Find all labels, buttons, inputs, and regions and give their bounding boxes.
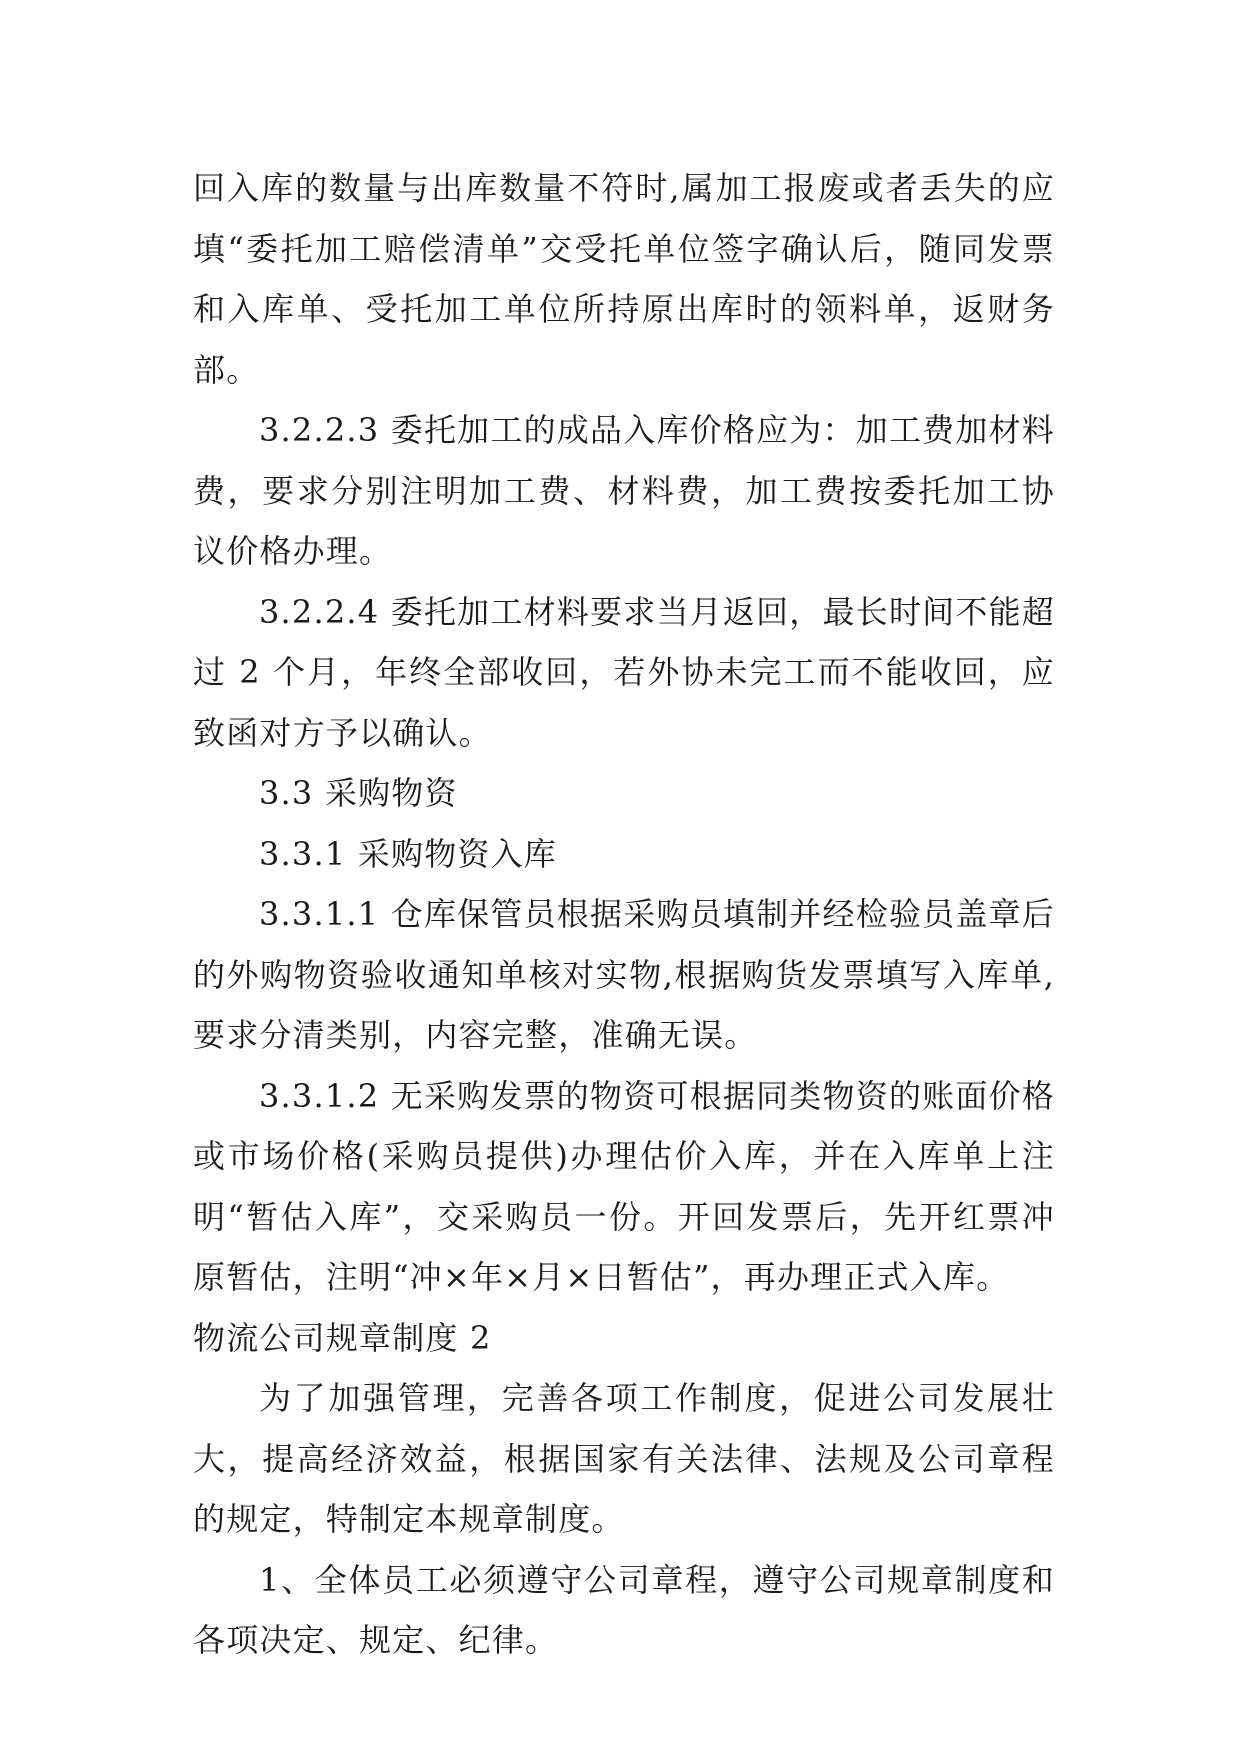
heading-3-3-1: 3.3.1 采购物资入库 — [259, 834, 557, 873]
paragraph-3-2-2-4: 3.2.2.4 委托加工材料要求当月返回，最长时间不能超过 2 个月，年终全部收回，若外协未完工而不能收回，应致函对方予以确认。 — [193, 592, 1055, 752]
section-title-regulations-2: 物流公司规章制度 2 — [193, 1318, 492, 1357]
paragraph-continued-return-to-warehouse: 回入库的数量与出库数量不符时,属加工报废或者丢失的应填“委托加工赔偿清单”交受托单位签字确认后，随同发票和入库单、受托加工单位所持原出库时的领料单，返财务部。 — [193, 169, 1055, 389]
paragraph-preamble: 为了加强管理，完善各项工作制度，促进公司发展壮大，提高经济效益，根据国家有关法律、法规及公司章程的规定，特制定本规章制度。 — [193, 1379, 1055, 1538]
document-body — [193, 158, 1055, 1671]
paragraph-3-2-2-3: 3.2.2.3 委托加工的成品入库价格应为：加工费加材料费，要求分别注明加工费、材料费，加工费按委托加工协议价格办理。 — [193, 411, 1055, 570]
paragraph-3-3-1-1: 3.3.1.1 仓库保管员根据采购员填制并经检验员盖章后的外购物资验收通知单核对实物,根据购货发票填写入库单,要求分清类别，内容完整，准确无误。 — [193, 895, 1055, 1054]
paragraph-3-3-1-2: 3.3.1.2 无采购发票的物资可根据同类物资的账面价格或市场价格(采购员提供)办理估价入库，并在入库单上注明“暂估入库”，交采购员一份。开回发票后，先开红票冲原暂估，注明“冲×年×月×日暂估”，再办理正式入库。 — [193, 1076, 1055, 1296]
heading-3-3: 3.3 采购物资 — [259, 774, 458, 812]
paragraph-rule-1: 1、全体员工必须遵守公司章程，遵守公司规章制度和各项决定、规定、纪律。 — [193, 1560, 1055, 1659]
